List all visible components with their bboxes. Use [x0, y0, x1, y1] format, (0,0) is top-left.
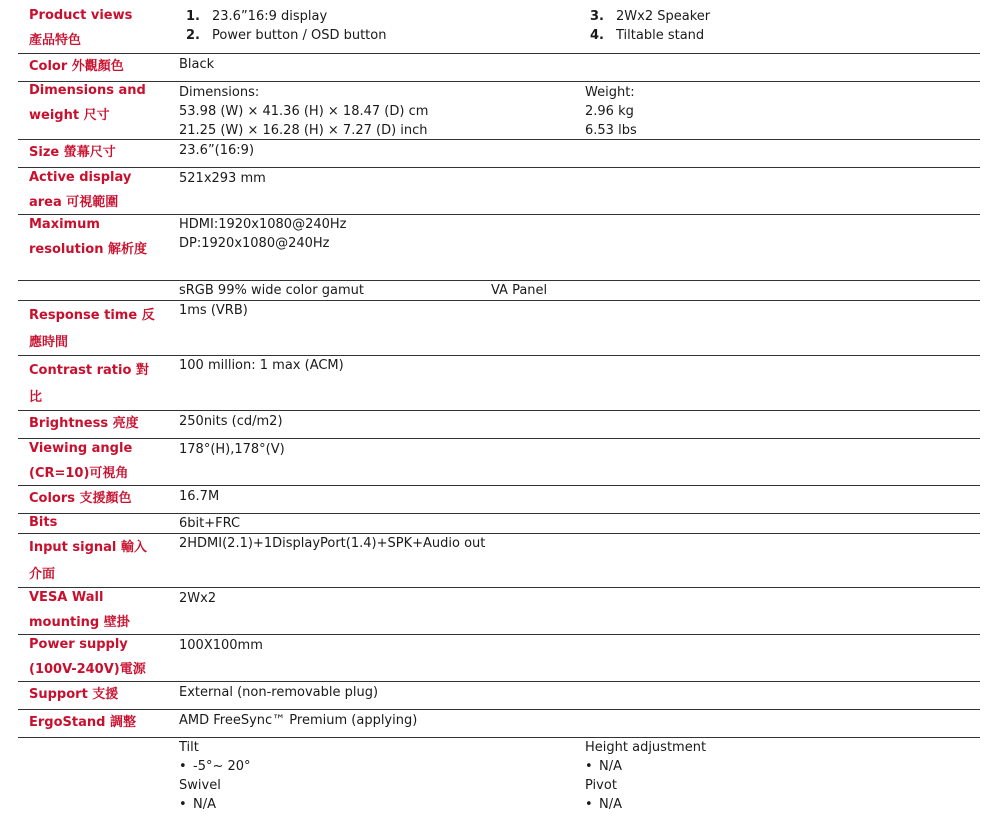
row-value: 100 million: 1 max (ACM) [179, 358, 344, 373]
dimensions-cm: 53.98 (W) × 41.36 (H) × 18.47 (D) cm [179, 104, 429, 119]
dimensions-title: Dimensions: [179, 85, 260, 100]
row-label: Product views 產品特色 [29, 8, 133, 48]
weight-lbs: 6.53 lbs [585, 123, 637, 138]
row-label: ErgoStand 調整 [29, 715, 136, 730]
row-response-time [18, 301, 980, 356]
dimensions-value [179, 83, 428, 140]
row-size [18, 140, 980, 168]
row-label: Response time 反 應時間 [29, 308, 155, 350]
row-value: 2HDMI(2.1)+1DisplayPort(1.4)+SPK+Audio out [179, 536, 486, 551]
height-pivot-values [585, 738, 706, 814]
resolution-value [179, 215, 347, 253]
resolution-hdmi: HDMI:1920x1080@240Hz [179, 217, 347, 232]
row-vesa [18, 588, 980, 635]
row-bits [18, 514, 980, 534]
row-value: Black [179, 57, 215, 72]
row-colors [18, 486, 980, 514]
row-label: Viewing angle (CR=10)可視角 [29, 441, 133, 481]
row-label: Size 螢幕尺寸 [29, 145, 116, 160]
row-value: 6bit+FRC [179, 516, 241, 531]
row-value: 100X100mm [179, 638, 263, 653]
row-label: Input signal 輸入 介面 [29, 540, 147, 582]
weight-kg: 2.96 kg [585, 104, 634, 119]
dimensions-inch: 21.25 (W) × 16.28 (H) × 7.27 (D) inch [179, 123, 428, 138]
row-value: 1ms (VRB) [179, 303, 248, 318]
row-support [18, 682, 980, 710]
row-label: Color 外觀顏色 [29, 59, 124, 74]
height-title: Height adjustment [585, 740, 707, 755]
row-label: Colors 支援顏色 [29, 491, 132, 506]
weight-title: Weight: [585, 85, 635, 100]
gamut-value: sRGB 99% wide color gamut [179, 283, 364, 298]
pivot-value: • N/A [585, 797, 622, 812]
row-max-resolution [18, 215, 980, 281]
row-value: 521x293 mm [179, 171, 266, 186]
row-value: 178°(H),178°(V) [179, 442, 285, 457]
row-value: 23.6”(16:9) [179, 143, 255, 158]
row-viewing-angle [18, 439, 980, 486]
row-panel [18, 281, 980, 301]
row-ergostand [18, 710, 980, 738]
row-label: Contrast ratio 對 比 [29, 363, 149, 405]
height-value: • N/A [585, 759, 622, 774]
tilt-swivel-values [179, 738, 251, 814]
weight-value [585, 83, 637, 140]
swivel-title: Swivel [179, 778, 221, 793]
list-item: 2. Power button / OSD button [186, 28, 387, 43]
feature-list-right [590, 7, 710, 45]
row-adjustments [18, 738, 980, 818]
row-value: 16.7M [179, 489, 220, 504]
row-value: 2Wx2 [179, 591, 217, 606]
panel-type-value: VA Panel [491, 283, 548, 298]
row-value: AMD FreeSync™ Premium (applying) [179, 713, 418, 728]
tilt-value: • -5°~ 20° [179, 759, 251, 774]
row-active-area [18, 168, 980, 215]
list-item: 1. 23.6”16:9 display [186, 9, 328, 24]
resolution-dp: DP:1920x1080@240Hz [179, 236, 330, 251]
tilt-title: Tilt [179, 740, 199, 755]
list-item: 4. Tiltable stand [590, 28, 705, 43]
feature-list-left [186, 7, 386, 45]
pivot-title: Pivot [585, 778, 617, 793]
row-label: Bits [29, 515, 58, 530]
row-color [18, 54, 980, 82]
row-product-views [18, 4, 980, 54]
row-dimensions [18, 82, 980, 140]
row-brightness [18, 411, 980, 439]
row-label: Brightness 亮度 [29, 416, 139, 431]
row-value: 250nits (cd/m2) [179, 414, 283, 429]
row-label: Power supply (100V-240V)電源 [29, 637, 146, 677]
row-label: VESA Wall mounting 壁掛 [29, 590, 130, 630]
row-label: Active display area 可視範圍 [29, 170, 132, 210]
row-value: External (non-removable plug) [179, 685, 379, 700]
list-item: 3. 2Wx2 Speaker [590, 9, 711, 24]
row-label: Support 支援 [29, 687, 119, 702]
row-label: Dimensions and weight 尺寸 [29, 83, 146, 123]
row-power [18, 635, 980, 682]
row-contrast [18, 356, 980, 411]
swivel-value: • N/A [179, 797, 216, 812]
row-input-signal [18, 534, 980, 588]
row-label: Maximum resolution 解析度 [29, 217, 147, 257]
